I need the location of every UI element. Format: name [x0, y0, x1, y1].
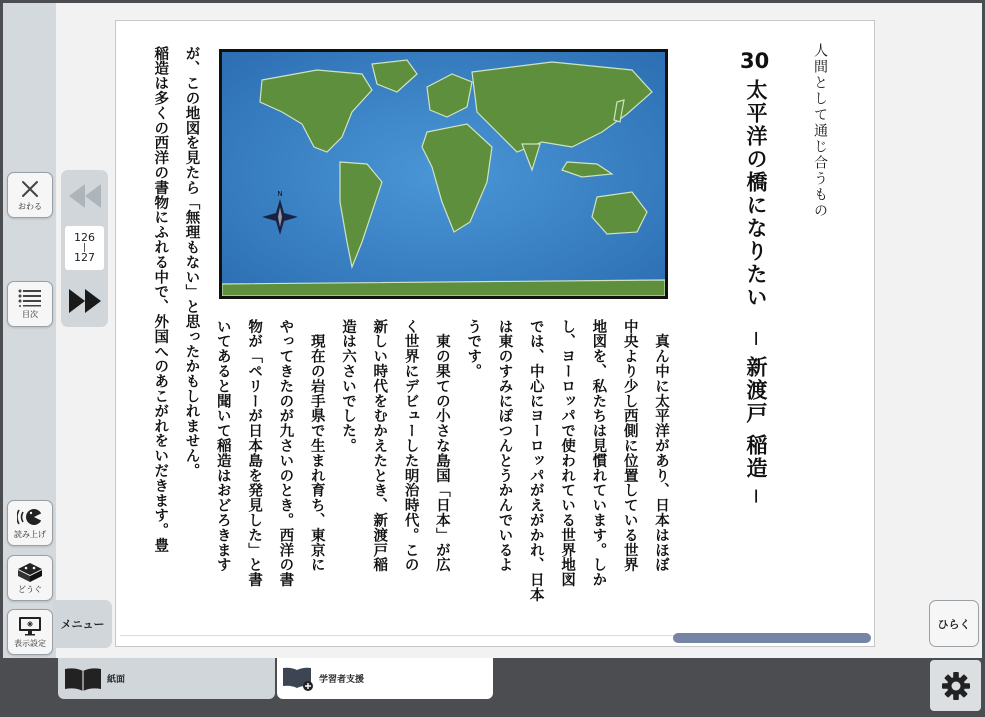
app-window: [3, 3, 982, 714]
toolbox-icon: [17, 562, 43, 582]
open-label: ひらく: [937, 617, 971, 631]
menu-button[interactable]: [53, 600, 112, 648]
speech-icon: [17, 507, 43, 527]
page-nav-panel: [61, 170, 108, 327]
horizontal-scrollbar[interactable]: [673, 633, 871, 643]
body-line: いてあると聞いて稲造はおどろきます: [214, 319, 231, 573]
tools-button[interactable]: [7, 555, 53, 601]
tools-label: どうぐ: [18, 584, 42, 594]
body-line: 中央より少し西側に位置している世界: [621, 319, 638, 573]
body-line: うです。: [465, 319, 482, 379]
page-separator: |: [82, 243, 87, 253]
settings-button[interactable]: [930, 660, 981, 711]
close-icon: [20, 179, 40, 199]
toc-label: 目次: [22, 309, 38, 319]
read-aloud-label: 読み上げ: [14, 529, 46, 539]
tab-learner-support-label: 学習者支援: [319, 675, 365, 685]
gear-icon: [941, 671, 971, 701]
book-plus-icon: [281, 666, 315, 692]
display-settings-label: 表示設定: [14, 638, 46, 648]
list-icon: [18, 289, 42, 307]
page-start: 126: [74, 231, 95, 244]
compass-north-label: N: [277, 190, 283, 198]
next-page-icon[interactable]: [67, 287, 103, 315]
body-line: く世界にデビューした明治時代。この: [402, 319, 419, 573]
close-label: おわる: [18, 201, 42, 211]
display-settings-button[interactable]: [7, 609, 53, 655]
page-end: 127: [74, 251, 95, 264]
read-aloud-button[interactable]: [7, 500, 53, 546]
monitor-icon: [17, 616, 43, 636]
body-line: 東の果ての小さな島国「日本」が広: [433, 319, 450, 573]
open-book-icon: [63, 667, 103, 691]
body-line: 造は六さいでした。: [340, 319, 356, 454]
previous-page-icon[interactable]: [67, 182, 103, 210]
menu-label: メニュー: [60, 618, 105, 631]
chapter-header: 人間として通じ合うもの: [812, 43, 828, 219]
body-line: 地図を、私たちは見慣れています。しか: [590, 319, 607, 588]
body-line: 稲造は多くの西洋の書物にふれる中で、外国へのあこがれをいだきます。豊: [152, 46, 169, 553]
body-line: やってきたのが九さいのとき。西洋の書: [277, 319, 294, 588]
chapter-title: 太平洋の橋になりたい ─ 新渡戸 稲造 ─: [744, 79, 768, 505]
body-line: し、ヨーロッパで使われている世界地図: [559, 319, 576, 588]
chapter-number: 30: [740, 49, 770, 73]
body-line: が、この地図を見たら「無理もない」と思ったかもしれません。: [183, 46, 200, 479]
body-line: は東のすみにぽつんとうかんでいるよ: [496, 319, 513, 573]
toc-button[interactable]: [7, 281, 53, 327]
body-line: 新しい時代をむかえたとき、新渡戸稲: [371, 319, 388, 573]
textbook-page: [115, 20, 875, 647]
body-line: では、中心にヨーロッパがえがかれ、日本: [527, 319, 544, 603]
body-line: 物が「ペリーが日本島を発見した」と書: [246, 319, 263, 588]
body-line: 真ん中に太平洋があり、日本はほぼ: [653, 319, 669, 573]
page-indicator: [65, 226, 104, 270]
tab-paper-label: 紙面: [107, 675, 126, 685]
world-map-image: [219, 49, 668, 299]
tab-learner-support[interactable]: [277, 658, 493, 699]
open-button[interactable]: [929, 600, 979, 647]
tab-paper[interactable]: [58, 658, 275, 699]
body-line: 現在の岩手県で生まれ育ち、東京に: [308, 319, 325, 573]
close-button[interactable]: [7, 172, 53, 218]
